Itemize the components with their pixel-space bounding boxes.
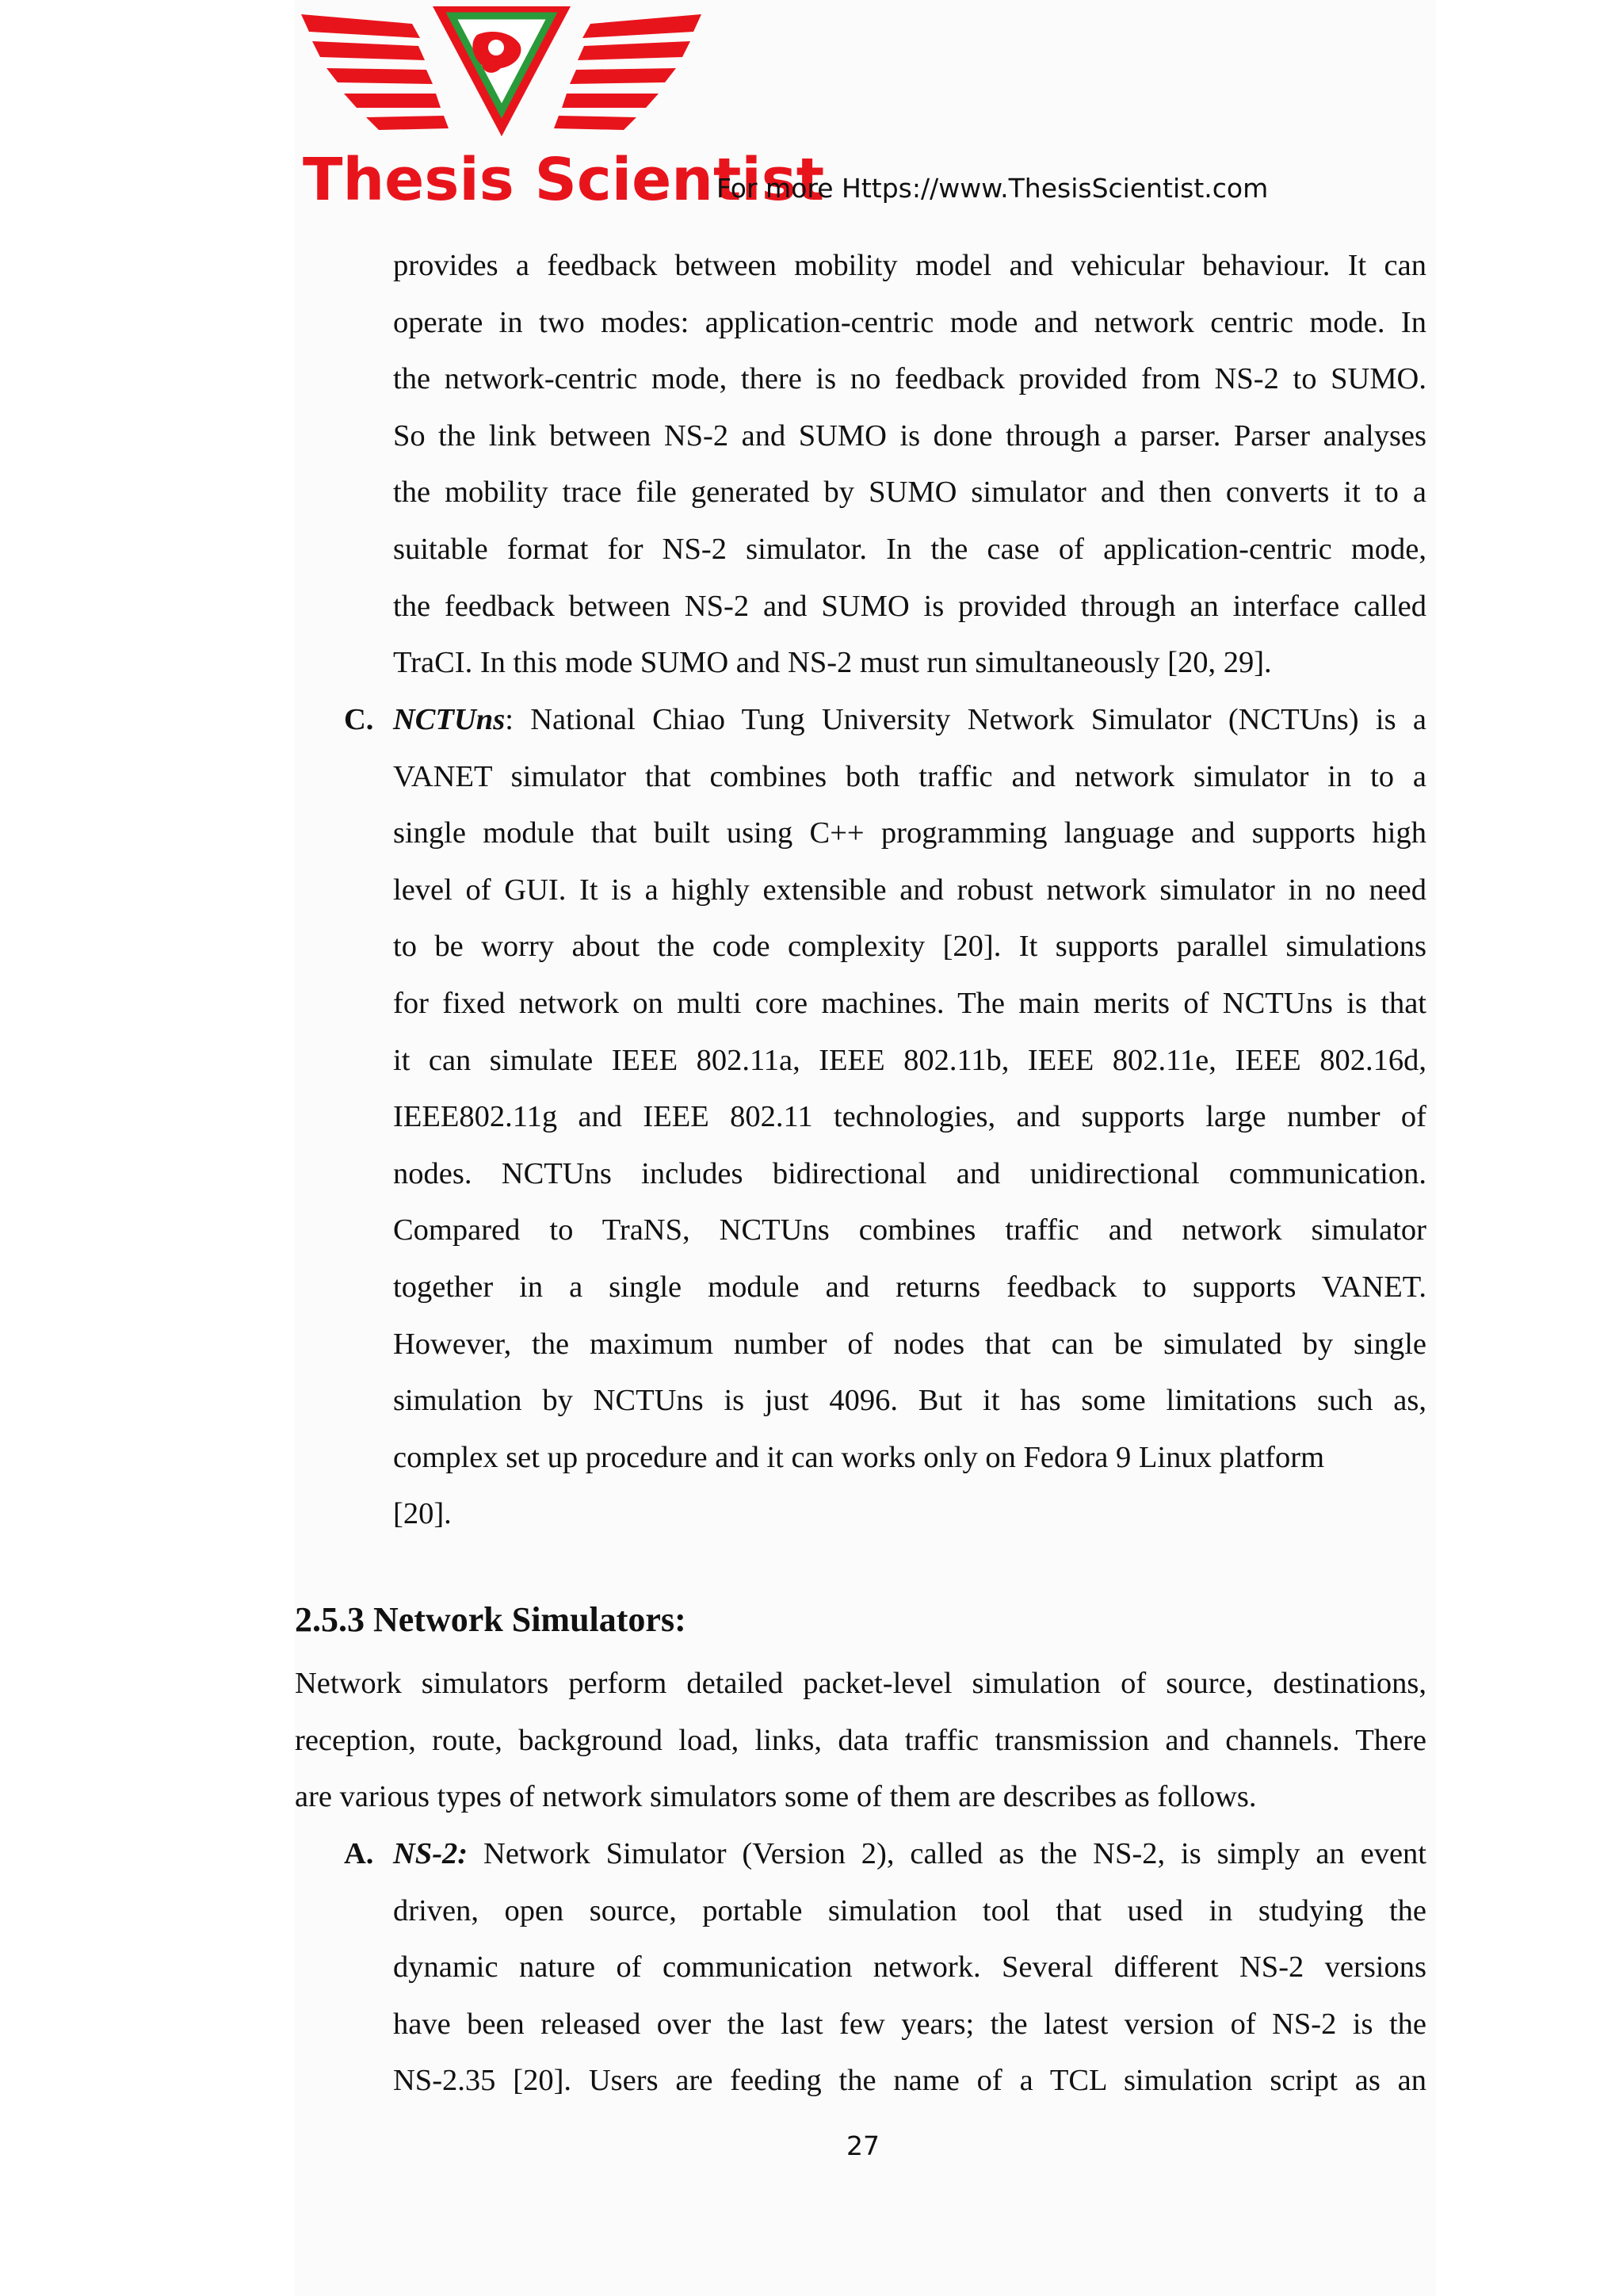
text-line: NS-2.35 [20]. Users are feeding the name of a TCL simulation script as an <box>393 2064 1426 2098</box>
text-line <box>393 1826 1426 1883</box>
text-line: have been released over the last few years; the latest version of NS-2 is the <box>393 2007 1426 2041</box>
text-line: the mobility trace file generated by SUMO simulator and then converts it to a <box>393 476 1426 510</box>
list-marker: A. <box>344 1837 374 1870</box>
text-line: However, the maximum number of nodes that can be simulated by single <box>393 1327 1426 1361</box>
term-definition-start: Network Simulator (Version 2), called as the NS-2, is simply an event <box>468 1837 1426 1870</box>
brand-name: Thesis Scientist <box>303 146 825 214</box>
text-line: the network-centric mode, there is no feedback provided from NS-2 to SUMO. <box>393 362 1426 396</box>
list-item-body <box>393 1826 1426 2110</box>
term-definition-start: : National Chiao Tung University Network Simulator (NCTUns) is a <box>505 703 1426 736</box>
text-line: to be worry about the code complexity [20]. It supports parallel simulations <box>393 930 1426 964</box>
text-line: TraCI. In this mode SUMO and NS-2 must run simultaneously [20, 29]. <box>393 646 1272 680</box>
text-line: Compared to TraNS, NCTUns combines traffic and network simulator <box>393 1213 1426 1247</box>
text-line: reception, route, background load, links, data traffic transmission and channels. There <box>295 1723 1426 1757</box>
text-line: [20]. <box>393 1497 452 1531</box>
continuation-paragraph <box>393 238 1426 692</box>
text-line: driven, open source, portable simulation tool that used in studying the <box>393 1893 1426 1927</box>
section-intro-paragraph <box>295 1656 1426 1826</box>
section-heading: 2.5.3 Network Simulators: <box>295 1600 686 1639</box>
text-line: IEEE802.11g and IEEE 802.11 technologies, and supports large number of <box>393 1100 1426 1134</box>
text-line: operate in two modes: application-centric mode and network centric mode. In <box>393 305 1426 339</box>
term-ns2: NS-2: <box>393 1837 468 1870</box>
text-line: the feedback between NS-2 and SUMO is provided through an interface called <box>393 589 1426 623</box>
list-marker: C. <box>344 703 374 736</box>
text-line: complex set up procedure and it can works only on Fedora 9 Linux platform <box>393 1440 1325 1474</box>
website-link[interactable]: For more Https://www.ThesisScientist.com <box>716 173 1269 204</box>
page-number: 27 <box>846 2130 880 2161</box>
term-nctuns: NCTUns <box>393 703 506 736</box>
text-line: single module that built using C++ programming language and supports high <box>393 816 1426 850</box>
text-line: Network simulators perform detailed packet-level simulation of source, destinations, <box>295 1667 1426 1700</box>
text-line: together in a single module and returns feedback to supports VANET. <box>393 1270 1426 1304</box>
text-line: it can simulate IEEE 802.11a, IEEE 802.11b, IEEE 802.11e, IEEE 802.16d, <box>393 1043 1426 1077</box>
text-line: nodes. NCTUns includes bidirectional and unidirectional communication. <box>393 1156 1426 1190</box>
text-line: are various types of network simulators some of them are describes as follows. <box>295 1780 1257 1814</box>
list-item-body <box>393 692 1426 1543</box>
thesis-scientist-logo <box>293 0 825 214</box>
text-line: dynamic nature of communication network. Several different NS-2 versions <box>393 1950 1426 1985</box>
text-line: level of GUI. It is a highly extensible and robust network simulator in no need <box>393 873 1426 907</box>
text-line: VANET simulator that combines both traffic and network simulator in to a <box>393 759 1426 793</box>
text-line: So the link between NS-2 and SUMO is done through a parser. Parser analyses <box>393 418 1426 453</box>
text-line: provides a feedback between mobility model and vehicular behaviour. It can <box>393 249 1426 282</box>
text-line: simulation by NCTUns is just 4096. But it has some limitations such as, <box>393 1384 1426 1418</box>
text-line: suitable format for NS-2 simulator. In the case of application-centric mode, <box>393 532 1426 566</box>
text-line: for fixed network on multi core machines. The main merits of NCTUns is that <box>393 986 1426 1020</box>
text-line <box>393 692 1426 749</box>
